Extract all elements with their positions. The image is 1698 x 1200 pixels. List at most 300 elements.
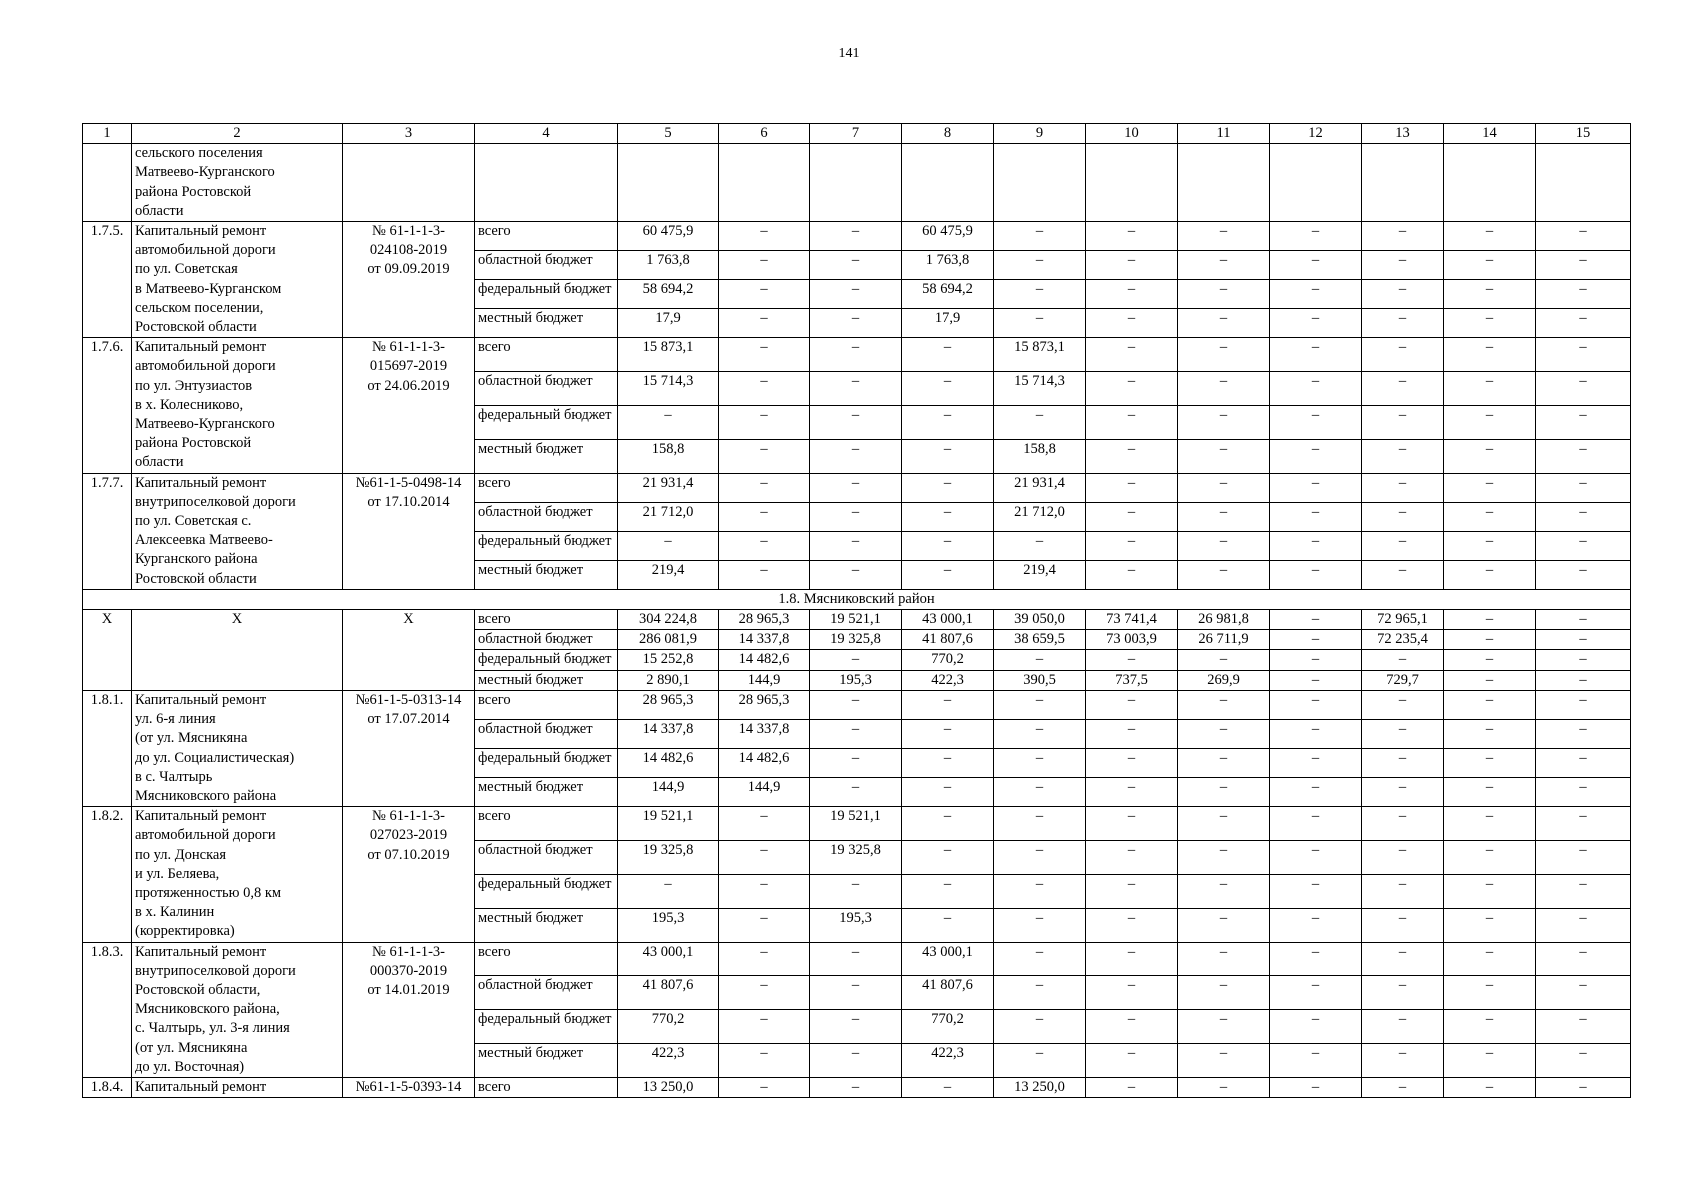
- value-cell: –: [1444, 670, 1536, 690]
- column-header: 7: [810, 124, 902, 144]
- value-cell: –: [1270, 778, 1362, 807]
- item-name: Капитальный ремонт автомобильной дороги по ул. Советская в Матвеево-Курганском сельском поселении, Ростовской области: [132, 222, 343, 338]
- value-cell: –: [994, 719, 1086, 748]
- value-cell: 422,3: [902, 670, 994, 690]
- value-cell: 219,4: [994, 560, 1086, 589]
- value-cell: –: [1178, 1044, 1270, 1078]
- item-number: 1.7.6.: [83, 338, 132, 473]
- table-cell: [994, 144, 1086, 222]
- value-cell: 219,4: [618, 560, 719, 589]
- value-cell: –: [1536, 670, 1631, 690]
- value-cell: –: [902, 338, 994, 372]
- value-cell: –: [810, 473, 902, 502]
- value-cell: 15 252,8: [618, 650, 719, 670]
- budget-type: всего: [475, 1077, 618, 1097]
- budget-type: областной бюджет: [475, 976, 618, 1010]
- value-cell: –: [1270, 338, 1362, 372]
- value-cell: 422,3: [902, 1044, 994, 1078]
- value-cell: –: [994, 251, 1086, 280]
- budget-type: всего: [475, 473, 618, 502]
- value-cell: –: [1270, 405, 1362, 439]
- value-cell: –: [902, 502, 994, 531]
- value-cell: –: [1536, 778, 1631, 807]
- value-cell: –: [1270, 1010, 1362, 1044]
- value-cell: –: [1444, 778, 1536, 807]
- value-cell: –: [1086, 405, 1178, 439]
- value-cell: –: [1086, 280, 1178, 309]
- value-cell: –: [810, 778, 902, 807]
- item-number: 1.7.7.: [83, 473, 132, 589]
- item-name: Капитальный ремонт внутрипоселковой дороги по ул. Советская с. Алексеевка Матвеево- Курганского района Ростовской области: [132, 473, 343, 589]
- value-cell: –: [1362, 372, 1444, 406]
- value-cell: –: [1086, 1010, 1178, 1044]
- budget-type: всего: [475, 610, 618, 630]
- column-header: 9: [994, 124, 1086, 144]
- value-cell: 19 521,1: [618, 807, 719, 841]
- value-cell: –: [1178, 222, 1270, 251]
- value-cell: –: [1270, 309, 1362, 338]
- value-cell: –: [1362, 405, 1444, 439]
- document-ref: №61-1-5-0313-14 от 17.07.2014: [343, 690, 475, 806]
- budget-type: всего: [475, 942, 618, 976]
- value-cell: –: [1444, 719, 1536, 748]
- value-cell: –: [719, 502, 810, 531]
- value-cell: –: [1270, 280, 1362, 309]
- section-row: [83, 589, 1631, 609]
- column-header: 11: [1178, 124, 1270, 144]
- value-cell: –: [1536, 1077, 1631, 1097]
- value-cell: 195,3: [810, 670, 902, 690]
- value-cell: –: [1178, 976, 1270, 1010]
- item-name: сельского поселения Матвеево-Курганского района Ростовской области: [132, 144, 343, 222]
- item-name: Капитальный ремонт автомобильной дороги по ул. Энтузиастов в х. Колесниково, Матвеево-Курганского района Ростовской области: [132, 338, 343, 473]
- budget-type: областной бюджет: [475, 840, 618, 874]
- budget-type: местный бюджет: [475, 670, 618, 690]
- value-cell: –: [719, 908, 810, 942]
- budget-type: федеральный бюджет: [475, 280, 618, 309]
- value-cell: –: [1444, 280, 1536, 309]
- value-cell: –: [1178, 908, 1270, 942]
- value-cell: –: [719, 1044, 810, 1078]
- item-number: 1.7.5.: [83, 222, 132, 338]
- value-cell: –: [1086, 1077, 1178, 1097]
- value-cell: 15 714,3: [618, 372, 719, 406]
- value-cell: –: [618, 405, 719, 439]
- value-cell: –: [1178, 309, 1270, 338]
- value-cell: 15 714,3: [994, 372, 1086, 406]
- value-cell: –: [1086, 690, 1178, 719]
- value-cell: –: [719, 473, 810, 502]
- table-cell: [1536, 144, 1631, 222]
- budget-table: [82, 123, 1631, 1098]
- value-cell: –: [1362, 338, 1444, 372]
- value-cell: –: [1270, 840, 1362, 874]
- value-cell: –: [1270, 908, 1362, 942]
- value-cell: –: [810, 251, 902, 280]
- value-cell: 195,3: [618, 908, 719, 942]
- value-cell: –: [1444, 690, 1536, 719]
- item-number: 1.8.3.: [83, 942, 132, 1077]
- budget-type: областной бюджет: [475, 502, 618, 531]
- value-cell: –: [1536, 338, 1631, 372]
- value-cell: 422,3: [618, 1044, 719, 1078]
- value-cell: –: [1536, 531, 1631, 560]
- budget-type: местный бюджет: [475, 560, 618, 589]
- value-cell: –: [1178, 650, 1270, 670]
- value-cell: –: [810, 405, 902, 439]
- value-cell: –: [994, 1010, 1086, 1044]
- value-cell: –: [719, 338, 810, 372]
- value-cell: –: [994, 976, 1086, 1010]
- value-cell: –: [1362, 840, 1444, 874]
- budget-type: федеральный бюджет: [475, 650, 618, 670]
- value-cell: 144,9: [719, 778, 810, 807]
- total-marker: Х: [83, 610, 132, 691]
- value-cell: –: [902, 560, 994, 589]
- value-cell: –: [1086, 908, 1178, 942]
- value-cell: –: [1270, 942, 1362, 976]
- value-cell: 43 000,1: [902, 610, 994, 630]
- value-cell: –: [1086, 560, 1178, 589]
- table-cell: [902, 144, 994, 222]
- value-cell: –: [994, 840, 1086, 874]
- value-cell: –: [994, 531, 1086, 560]
- value-cell: 770,2: [902, 1010, 994, 1044]
- value-cell: –: [1444, 908, 1536, 942]
- item-number: 1.8.2.: [83, 807, 132, 942]
- value-cell: 390,5: [994, 670, 1086, 690]
- value-cell: –: [1536, 840, 1631, 874]
- value-cell: –: [1444, 222, 1536, 251]
- value-cell: –: [1270, 531, 1362, 560]
- budget-type: областной бюджет: [475, 630, 618, 650]
- value-cell: 28 965,3: [719, 690, 810, 719]
- table-cell: [1086, 144, 1178, 222]
- value-cell: –: [1444, 405, 1536, 439]
- value-cell: –: [1362, 874, 1444, 908]
- budget-type: федеральный бюджет: [475, 531, 618, 560]
- value-cell: –: [1536, 1044, 1631, 1078]
- value-cell: –: [1086, 1044, 1178, 1078]
- value-cell: –: [810, 1044, 902, 1078]
- value-cell: –: [1270, 610, 1362, 630]
- value-cell: 60 475,9: [902, 222, 994, 251]
- column-header: 8: [902, 124, 994, 144]
- value-cell: –: [810, 502, 902, 531]
- value-cell: 39 050,0: [994, 610, 1086, 630]
- value-cell: 28 965,3: [618, 690, 719, 719]
- value-cell: –: [719, 222, 810, 251]
- total-marker: Х: [132, 610, 343, 691]
- value-cell: 19 325,8: [810, 840, 902, 874]
- value-cell: –: [719, 439, 810, 473]
- value-cell: –: [1178, 807, 1270, 841]
- header-row: [83, 124, 1631, 144]
- value-cell: –: [1536, 1010, 1631, 1044]
- value-cell: –: [719, 874, 810, 908]
- value-cell: –: [1178, 251, 1270, 280]
- value-cell: –: [1362, 560, 1444, 589]
- value-cell: –: [902, 473, 994, 502]
- value-cell: 269,9: [1178, 670, 1270, 690]
- value-cell: 15 873,1: [994, 338, 1086, 372]
- value-cell: 26 711,9: [1178, 630, 1270, 650]
- value-cell: 43 000,1: [902, 942, 994, 976]
- value-cell: –: [1444, 560, 1536, 589]
- value-cell: –: [1270, 439, 1362, 473]
- value-cell: 73 003,9: [1086, 630, 1178, 650]
- value-cell: –: [1270, 807, 1362, 841]
- value-cell: –: [1270, 502, 1362, 531]
- value-cell: 21 712,0: [618, 502, 719, 531]
- value-cell: –: [994, 908, 1086, 942]
- value-cell: –: [719, 1077, 810, 1097]
- value-cell: –: [994, 280, 1086, 309]
- value-cell: –: [1178, 719, 1270, 748]
- value-cell: 13 250,0: [618, 1077, 719, 1097]
- value-cell: –: [1178, 748, 1270, 777]
- value-cell: –: [1362, 1077, 1444, 1097]
- value-cell: –: [1362, 976, 1444, 1010]
- value-cell: –: [1178, 473, 1270, 502]
- value-cell: –: [1178, 531, 1270, 560]
- value-cell: –: [1536, 222, 1631, 251]
- value-cell: –: [810, 1077, 902, 1097]
- table-row: [83, 942, 1631, 976]
- budget-type: федеральный бюджет: [475, 1010, 618, 1044]
- value-cell: –: [1086, 874, 1178, 908]
- value-cell: –: [1444, 473, 1536, 502]
- value-cell: 38 659,5: [994, 630, 1086, 650]
- budget-type: федеральный бюджет: [475, 748, 618, 777]
- budget-type: федеральный бюджет: [475, 874, 618, 908]
- value-cell: –: [810, 531, 902, 560]
- value-cell: 14 337,8: [719, 719, 810, 748]
- table-cell: [719, 144, 810, 222]
- budget-type: федеральный бюджет: [475, 405, 618, 439]
- value-cell: –: [902, 908, 994, 942]
- value-cell: 21 931,4: [618, 473, 719, 502]
- value-cell: –: [994, 690, 1086, 719]
- value-cell: –: [1270, 748, 1362, 777]
- column-header: 12: [1270, 124, 1362, 144]
- value-cell: –: [1444, 650, 1536, 670]
- value-cell: 1 763,8: [902, 251, 994, 280]
- value-cell: –: [1178, 372, 1270, 406]
- value-cell: –: [810, 560, 902, 589]
- value-cell: –: [994, 874, 1086, 908]
- value-cell: –: [902, 748, 994, 777]
- value-cell: –: [1444, 630, 1536, 650]
- value-cell: –: [1270, 560, 1362, 589]
- table-row: [83, 807, 1631, 841]
- value-cell: –: [1270, 690, 1362, 719]
- value-cell: –: [1178, 840, 1270, 874]
- value-cell: –: [810, 874, 902, 908]
- value-cell: –: [1536, 610, 1631, 630]
- value-cell: –: [1178, 405, 1270, 439]
- budget-type: всего: [475, 338, 618, 372]
- value-cell: –: [1444, 531, 1536, 560]
- value-cell: –: [1086, 439, 1178, 473]
- item-name: Капитальный ремонт внутрипоселковой дороги Ростовской области, Мясниковского района, с. Чалтырь, ул. 3-я линия (от ул. Мясникяна до ул. Восточная): [132, 942, 343, 1077]
- value-cell: –: [1536, 942, 1631, 976]
- item-name: Капитальный ремонт ул. 6-я линия (от ул. Мясникяна до ул. Социалистическая) в с. Чалтырь Мясниковского района: [132, 690, 343, 806]
- value-cell: –: [1270, 372, 1362, 406]
- value-cell: –: [810, 280, 902, 309]
- table-body: [83, 124, 1631, 1098]
- value-cell: –: [719, 942, 810, 976]
- value-cell: –: [994, 942, 1086, 976]
- value-cell: –: [994, 650, 1086, 670]
- value-cell: –: [1536, 473, 1631, 502]
- value-cell: –: [994, 309, 1086, 338]
- value-cell: 14 482,6: [618, 748, 719, 777]
- value-cell: –: [1444, 502, 1536, 531]
- value-cell: –: [1086, 338, 1178, 372]
- value-cell: –: [1270, 976, 1362, 1010]
- document-ref: № 61-1-1-3- 000370-2019 от 14.01.2019: [343, 942, 475, 1077]
- value-cell: 41 807,6: [902, 976, 994, 1010]
- value-cell: –: [719, 840, 810, 874]
- value-cell: –: [719, 976, 810, 1010]
- value-cell: –: [1362, 942, 1444, 976]
- document-ref: № 61-1-1-3- 015697-2019 от 24.06.2019: [343, 338, 475, 473]
- value-cell: –: [1536, 908, 1631, 942]
- value-cell: 770,2: [902, 650, 994, 670]
- value-cell: –: [902, 1077, 994, 1097]
- value-cell: –: [1362, 251, 1444, 280]
- value-cell: –: [994, 778, 1086, 807]
- value-cell: –: [1178, 280, 1270, 309]
- value-cell: –: [810, 338, 902, 372]
- value-cell: –: [1270, 670, 1362, 690]
- table-cell: [1178, 144, 1270, 222]
- value-cell: –: [1178, 942, 1270, 976]
- page-number: 141: [838, 46, 860, 61]
- value-cell: –: [1178, 778, 1270, 807]
- value-cell: –: [1086, 840, 1178, 874]
- value-cell: –: [1086, 778, 1178, 807]
- value-cell: –: [810, 309, 902, 338]
- value-cell: –: [1444, 942, 1536, 976]
- value-cell: 729,7: [1362, 670, 1444, 690]
- table-row: [83, 690, 1631, 719]
- budget-type: местный бюджет: [475, 908, 618, 942]
- value-cell: –: [994, 1044, 1086, 1078]
- value-cell: –: [810, 222, 902, 251]
- budget-type: местный бюджет: [475, 1044, 618, 1078]
- value-cell: –: [1178, 338, 1270, 372]
- value-cell: –: [1444, 840, 1536, 874]
- table-row: [83, 338, 1631, 372]
- value-cell: –: [902, 439, 994, 473]
- value-cell: –: [1270, 222, 1362, 251]
- value-cell: –: [618, 531, 719, 560]
- budget-type: всего: [475, 690, 618, 719]
- value-cell: –: [719, 531, 810, 560]
- value-cell: 19 521,1: [810, 610, 902, 630]
- table-cell: [475, 144, 618, 222]
- value-cell: –: [1444, 372, 1536, 406]
- value-cell: –: [1444, 1077, 1536, 1097]
- value-cell: –: [810, 650, 902, 670]
- value-cell: –: [1086, 372, 1178, 406]
- value-cell: 19 325,8: [618, 840, 719, 874]
- value-cell: –: [1362, 690, 1444, 719]
- value-cell: –: [1178, 874, 1270, 908]
- value-cell: –: [1362, 473, 1444, 502]
- column-header: 13: [1362, 124, 1444, 144]
- section-title: 1.8. Мясниковский район: [83, 589, 1631, 609]
- value-cell: 28 965,3: [719, 610, 810, 630]
- value-cell: –: [1444, 1044, 1536, 1078]
- value-cell: 17,9: [902, 309, 994, 338]
- value-cell: –: [810, 976, 902, 1010]
- value-cell: –: [1362, 650, 1444, 670]
- value-cell: –: [902, 372, 994, 406]
- value-cell: 72 965,1: [1362, 610, 1444, 630]
- value-cell: –: [1270, 874, 1362, 908]
- value-cell: –: [1178, 1010, 1270, 1044]
- budget-type: всего: [475, 807, 618, 841]
- value-cell: –: [1178, 690, 1270, 719]
- value-cell: –: [810, 690, 902, 719]
- table-cell: [1270, 144, 1362, 222]
- value-cell: –: [1086, 807, 1178, 841]
- value-cell: –: [1270, 1077, 1362, 1097]
- value-cell: –: [1536, 251, 1631, 280]
- value-cell: –: [719, 280, 810, 309]
- value-cell: –: [810, 1010, 902, 1044]
- value-cell: –: [1270, 1044, 1362, 1078]
- value-cell: –: [810, 748, 902, 777]
- value-cell: –: [1086, 309, 1178, 338]
- value-cell: 41 807,6: [618, 976, 719, 1010]
- budget-type: областной бюджет: [475, 719, 618, 748]
- value-cell: –: [1362, 1044, 1444, 1078]
- value-cell: –: [1362, 439, 1444, 473]
- value-cell: –: [902, 840, 994, 874]
- item-number: 1.8.1.: [83, 690, 132, 806]
- item-name: Капитальный ремонт автомобильной дороги по ул. Донская и ул. Беляева, протяженностью 0,8 км в х. Калинин (корректировка): [132, 807, 343, 942]
- value-cell: 770,2: [618, 1010, 719, 1044]
- value-cell: –: [1362, 280, 1444, 309]
- value-cell: –: [994, 748, 1086, 777]
- value-cell: –: [1536, 807, 1631, 841]
- table-cell: [810, 144, 902, 222]
- value-cell: –: [1362, 748, 1444, 777]
- value-cell: –: [1444, 874, 1536, 908]
- value-cell: –: [1536, 630, 1631, 650]
- value-cell: –: [719, 309, 810, 338]
- item-number: 1.8.4.: [83, 1077, 132, 1097]
- table-cell: [343, 144, 475, 222]
- value-cell: 14 482,6: [719, 650, 810, 670]
- value-cell: –: [1362, 502, 1444, 531]
- budget-type: областной бюджет: [475, 251, 618, 280]
- item-name: Капитальный ремонт: [132, 1077, 343, 1097]
- value-cell: –: [1086, 531, 1178, 560]
- value-cell: –: [994, 807, 1086, 841]
- value-cell: –: [1362, 222, 1444, 251]
- value-cell: –: [1536, 560, 1631, 589]
- value-cell: –: [902, 690, 994, 719]
- value-cell: –: [1270, 630, 1362, 650]
- column-header: 5: [618, 124, 719, 144]
- value-cell: 26 981,8: [1178, 610, 1270, 630]
- value-cell: –: [1444, 309, 1536, 338]
